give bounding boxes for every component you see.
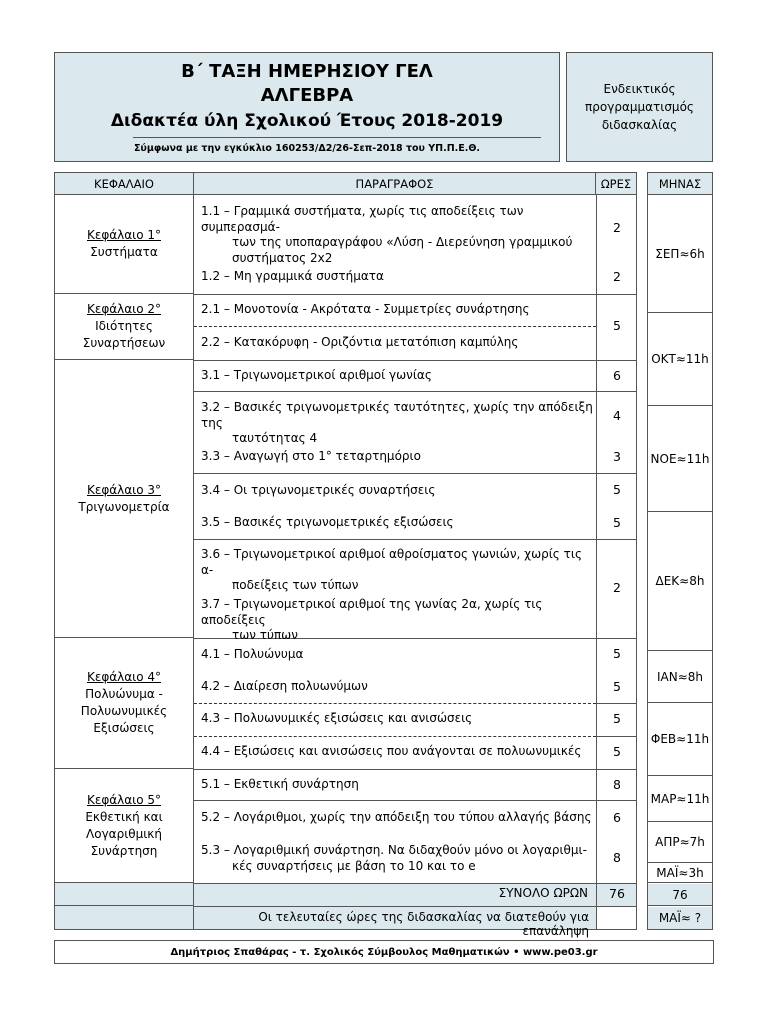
hours-4-1: 5 <box>613 646 621 661</box>
month-jan: ΙΑΝ≈8h <box>648 651 712 703</box>
hours-3-4: 5 <box>613 482 621 497</box>
chapter-3-title: Κεφάλαιο 3° <box>86 482 162 497</box>
hours-5-2: 6 <box>613 810 621 825</box>
month-total: 76 <box>648 884 712 906</box>
chapter-4 <box>55 638 194 769</box>
schedule-label-line3: διδασκαλίας <box>601 118 678 132</box>
paragraph-3-2-line2: ταυτότητας 4 <box>232 431 318 445</box>
hours-4-3: 5 <box>613 711 621 726</box>
title-class: Β΄ ΤΑΞΗ ΗΜΕΡΗΣΙΟΥ ΓΕΛ <box>181 61 433 82</box>
chapter-empty-total <box>55 883 194 906</box>
row-separator-dashed <box>194 703 596 704</box>
paragraph-4-1: 4.1 – Πολυώνυμα <box>201 647 304 661</box>
month-may: ΜΑΪ≈3h <box>648 863 712 883</box>
header-chapter: ΚΕΦΑΛΑΙΟ <box>55 173 194 195</box>
chapter-2-name: Ιδιότητες <box>95 319 153 333</box>
row-line <box>194 294 637 295</box>
hours-3-5: 5 <box>613 515 621 530</box>
hours-5-1: 8 <box>613 777 621 792</box>
chapter-4-name: Πολυώνυμα - <box>85 687 163 701</box>
chapter-5-name: Εκθετική και <box>85 809 163 824</box>
chapter-5 <box>55 769 194 883</box>
chapter-5-name-3: Συνάρτηση <box>90 843 158 858</box>
paragraph-3-6-line2: ποδείξεις των τύπων <box>232 578 359 592</box>
hours-1-1: 2 <box>613 220 621 235</box>
month-apr: ΑΠΡ≈7h <box>648 822 712 863</box>
chapter-2-title: Κεφάλαιο 2° <box>86 302 162 316</box>
paragraph-5-3 <box>201 843 596 874</box>
chapter-1-name: Συστήματα <box>90 245 158 259</box>
paragraph-3-7-line1: 3.7 – Τριγωνομετρικοί αριθμοί της γωνίας 2α, χωρίς τις αποδείξεις <box>201 597 543 627</box>
row-separator-dashed <box>194 326 596 327</box>
paragraph-3-6-line1: 3.6 – Τριγωνομετρικοί αριθμοί αθροίσματος γωνιών, χωρίς τις α- <box>201 547 582 577</box>
row-separator-dashed <box>194 736 596 737</box>
chapter-4-name-3: Εξισώσεις <box>93 721 155 735</box>
month-dec: ΔΕΚ≈8h <box>648 512 712 651</box>
hours-separator <box>596 703 637 704</box>
paragraph-4-3: 4.3 – Πολυωνυμικές εξισώσεις και ανισώσεις <box>201 711 473 725</box>
schedule-label-line2: προγραμματισμός <box>585 100 694 114</box>
paragraph-3-1: 3.1 – Τριγωνομετρικοί αριθμοί γωνίας <box>201 368 432 382</box>
month-oct: ΟΚΤ≈11h <box>648 313 712 406</box>
paragraph-2-2: 2.2 – Κατακόρυφη - Οριζόντια μετατόπιση καμπύλης <box>201 335 519 349</box>
paragraph-4-2: 4.2 – Διαίρεση πολυωνύμων <box>201 679 368 693</box>
paragraph-1-1-line3: συστήματος 2x2 <box>232 250 333 265</box>
chapter-3 <box>55 360 194 638</box>
chapter-1 <box>55 195 194 294</box>
chapter-5-title: Κεφάλαιο 5° <box>86 792 162 807</box>
chapter-5-name-2: Λογαριθμική <box>86 826 162 841</box>
header-paragraph: ΠΑΡΑΓΡΑΦΟΣ <box>194 173 596 195</box>
row-line <box>194 473 637 474</box>
paragraph-5-3-line1: 5.3 – Λογαριθμική συνάρτηση. Να διδαχθούν μόνο οι λογαριθμι- <box>201 843 587 857</box>
header-hours: ΩΡΕΣ <box>596 173 636 195</box>
month-nov: ΝΟΕ≈11h <box>648 406 712 512</box>
paragraph-1-2: 1.2 – Μη γραμμικά συστήματα <box>201 269 384 283</box>
revision-text: Οι τελευταίες ώρες της διδασκαλίας να διατεθούν για επανάληψη <box>258 910 589 938</box>
hours-2: 5 <box>613 318 621 333</box>
paragraph-5-1: 5.1 – Εκθετική συνάρτηση <box>201 777 359 791</box>
chapter-4-name-2: Πολυωνυμικές <box>80 704 168 718</box>
paragraph-3-7 <box>201 597 596 644</box>
hours-4-4: 5 <box>613 744 621 759</box>
paragraph-5-3-line2: κές συναρτήσεις με βάση το 10 και το e <box>232 858 476 873</box>
title-year: Διδακτέα ύλη Σχολικού Έτους 2018-2019 <box>110 111 504 131</box>
month-mar: ΜΑΡ≈11h <box>648 776 712 822</box>
row-line <box>194 800 637 801</box>
title-subject: ΑΛΓΕΒΡΑ <box>260 85 354 106</box>
paragraph-2-1: 2.1 – Μονοτονία - Ακρότατα - Συμμετρίες συνάρτησης <box>201 302 530 316</box>
chapter-4-title: Κεφάλαιο 4° <box>86 670 162 684</box>
paragraph-5-2: 5.2 – Λογάριθμοι, χωρίς την απόδειξη του τύπου αλλαγής βάσης <box>201 810 592 824</box>
row-line <box>194 360 637 361</box>
hours-3-6-7: 2 <box>613 580 621 595</box>
hours-3-1: 6 <box>613 368 621 383</box>
month-sep: ΣΕΠ≈6h <box>648 195 712 313</box>
paragraph-3-4: 3.4 – Οι τριγωνομετρικές συναρτήσεις <box>201 483 436 497</box>
footer-credit: Δημήτριος Σπαθάρας - τ. Σχολικός Σύμβουλος Μαθηματικών • www.pe03.gr <box>54 940 714 964</box>
paragraph-3-2 <box>201 400 596 447</box>
chapter-1-title: Κεφάλαιο 1° <box>86 228 162 242</box>
row-line <box>194 391 637 392</box>
hours-1-2: 2 <box>613 269 621 284</box>
month-revision: ΜΑΪ≈ ? <box>648 907 712 929</box>
paragraph-3-3: 3.3 – Αναγωγή στο 1° τεταρτημόριο <box>201 449 421 463</box>
paragraph-3-2-line1: 3.2 – Βασικές τριγωνομετρικές ταυτότητες, χωρίς την απόδειξη της <box>201 400 593 430</box>
paragraph-1-1-line2: των της υποπαραγράφου «Λύση - Διερεύνηση γραμμικού <box>232 235 573 249</box>
hours-separator <box>596 736 637 737</box>
row-line <box>194 769 637 770</box>
paragraph-3-7-line2: των τύπων <box>232 628 298 642</box>
paragraph-3-5: 3.5 – Βασικές τριγωνομετρικές εξισώσεις <box>201 515 454 529</box>
chapter-3-name: Τριγωνομετρία <box>78 499 170 514</box>
paragraph-1-1 <box>201 204 596 265</box>
paragraph-1-1-line1: 1.1 – Γραμμικά συστήματα, χωρίς τις αποδείξεις των συμπερασμά- <box>201 204 524 234</box>
total-label: ΣΥΝΟΛΟ ΩΡΩΝ <box>498 886 588 900</box>
paragraph-4-4: 4.4 – Εξισώσεις και ανισώσεις που ανάγονται σε πολυωνυμικές <box>201 744 582 758</box>
hours-4-2: 5 <box>613 679 621 694</box>
total-hours: 76 <box>609 886 625 901</box>
header-month: ΜΗΝΑΣ <box>648 173 712 195</box>
hours-3-3: 3 <box>613 449 621 464</box>
paragraph-3-6 <box>201 547 596 594</box>
chapter-2-name-2: Συναρτήσεων <box>82 336 166 350</box>
month-feb: ΦΕΒ≈11h <box>648 703 712 776</box>
chapter-2 <box>55 294 194 360</box>
hours-5-3: 8 <box>613 850 621 865</box>
schedule-label-line1: Ενδεικτικός <box>603 82 676 96</box>
row-line <box>194 539 637 540</box>
chapter-empty-revision <box>55 906 194 929</box>
title-circular: Σύμφωνα με την εγκύκλιο 160253/Δ2/26-Σεπ-2018 του ΥΠ.Π.Ε.Θ. <box>133 143 481 154</box>
hours-3-2: 4 <box>613 408 621 423</box>
